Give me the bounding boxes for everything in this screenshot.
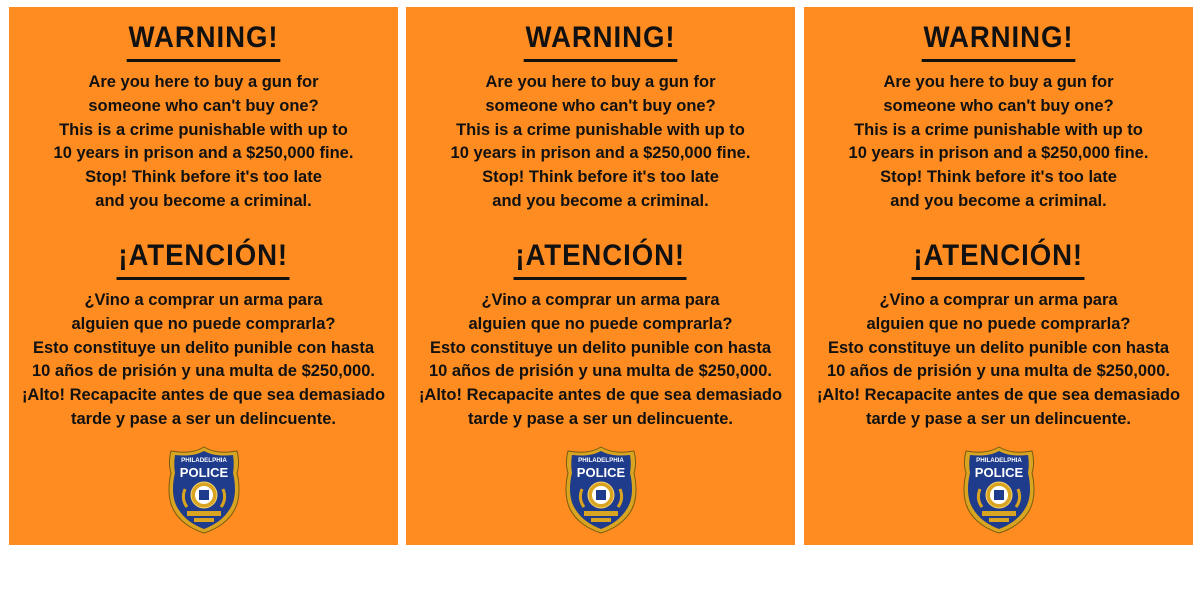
message-line: someone who can't buy one? bbox=[485, 96, 716, 115]
warning-poster bbox=[406, 7, 795, 545]
heading-en-wrap bbox=[804, 21, 1193, 62]
badge-top-text: PHILADELPHIA bbox=[180, 457, 227, 464]
message-line: alguien que no puede comprarla? bbox=[468, 314, 733, 333]
message-line: ¡Alto! Recapacite antes de que sea demasiado bbox=[21, 386, 386, 405]
message-line: Stop! Think before it's too late bbox=[880, 168, 1117, 187]
badge-main-text: POLICE bbox=[576, 465, 625, 480]
heading-es-wrap bbox=[804, 239, 1193, 280]
english-message bbox=[406, 71, 795, 214]
message-line: and you become a criminal. bbox=[890, 191, 1107, 210]
atencion-heading: ¡ATENCIÓN! bbox=[514, 239, 687, 280]
message-line: Are you here to buy a gun for bbox=[88, 73, 319, 91]
message-line: 10 years in prison and a $250,000 fine. bbox=[450, 144, 751, 163]
message-line: Are you here to buy a gun for bbox=[883, 73, 1114, 91]
message-line: tarde y pase a ser un delincuente. bbox=[467, 409, 733, 428]
message-line: 10 años de prisión y una multa de $250,000. bbox=[429, 362, 772, 381]
message-line: This is a crime punishable with up to bbox=[59, 120, 348, 139]
atencion-heading: ¡ATENCIÓN! bbox=[912, 239, 1085, 280]
badge-top-text: PHILADELPHIA bbox=[975, 457, 1022, 464]
warning-poster bbox=[804, 7, 1193, 545]
message-line: This is a crime punishable with up to bbox=[456, 120, 745, 139]
message-line: tarde y pase a ser un delincuente. bbox=[865, 409, 1131, 428]
message-line: and you become a criminal. bbox=[95, 191, 312, 210]
badge-main-text: POLICE bbox=[974, 465, 1023, 480]
message-line: 10 años de prisión y una multa de $250,000. bbox=[32, 362, 375, 381]
police-badge-icon bbox=[962, 445, 1036, 535]
warning-heading: WARNING! bbox=[524, 21, 678, 62]
message-line: Esto constituye un delito punible con hasta bbox=[32, 338, 375, 357]
message-line: 10 years in prison and a $250,000 fine. bbox=[53, 144, 354, 163]
heading-en-wrap bbox=[406, 21, 795, 62]
atencion-heading: ¡ATENCIÓN! bbox=[117, 239, 290, 280]
english-message bbox=[804, 71, 1193, 214]
warning-poster bbox=[9, 7, 398, 545]
police-badge-icon bbox=[167, 445, 241, 535]
message-line: Stop! Think before it's too late bbox=[482, 168, 719, 187]
spanish-message bbox=[804, 289, 1193, 432]
english-message bbox=[9, 71, 398, 214]
warning-heading: WARNING! bbox=[127, 21, 281, 62]
message-line: Are you here to buy a gun for bbox=[485, 73, 716, 91]
message-line: someone who can't buy one? bbox=[883, 96, 1114, 115]
message-line: ¿Vino a comprar un arma para bbox=[481, 291, 720, 309]
spanish-message bbox=[9, 289, 398, 432]
message-line: ¡Alto! Recapacite antes de que sea demasiado bbox=[816, 386, 1181, 405]
message-line: 10 años de prisión y una multa de $250,000. bbox=[827, 362, 1170, 381]
heading-es-wrap bbox=[9, 239, 398, 280]
badge-top-text: PHILADELPHIA bbox=[577, 457, 624, 464]
message-line: ¿Vino a comprar un arma para bbox=[879, 291, 1118, 309]
message-line: and you become a criminal. bbox=[492, 191, 709, 210]
message-line: Esto constituye un delito punible con hasta bbox=[827, 338, 1170, 357]
message-line: Stop! Think before it's too late bbox=[85, 168, 322, 187]
message-line: This is a crime punishable with up to bbox=[854, 120, 1143, 139]
message-line: ¡Alto! Recapacite antes de que sea demasiado bbox=[418, 386, 783, 405]
message-line: someone who can't buy one? bbox=[88, 96, 319, 115]
warning-heading: WARNING! bbox=[922, 21, 1076, 62]
message-line: tarde y pase a ser un delincuente. bbox=[70, 409, 336, 428]
message-line: ¿Vino a comprar un arma para bbox=[84, 291, 323, 309]
message-line: alguien que no puede comprarla? bbox=[71, 314, 336, 333]
message-line: alguien que no puede comprarla? bbox=[866, 314, 1131, 333]
message-line: Esto constituye un delito punible con hasta bbox=[429, 338, 772, 357]
spanish-message bbox=[406, 289, 795, 432]
message-line: 10 years in prison and a $250,000 fine. bbox=[848, 144, 1149, 163]
police-badge-icon bbox=[564, 445, 638, 535]
heading-es-wrap bbox=[406, 239, 795, 280]
badge-main-text: POLICE bbox=[179, 465, 228, 480]
heading-en-wrap bbox=[9, 21, 398, 62]
